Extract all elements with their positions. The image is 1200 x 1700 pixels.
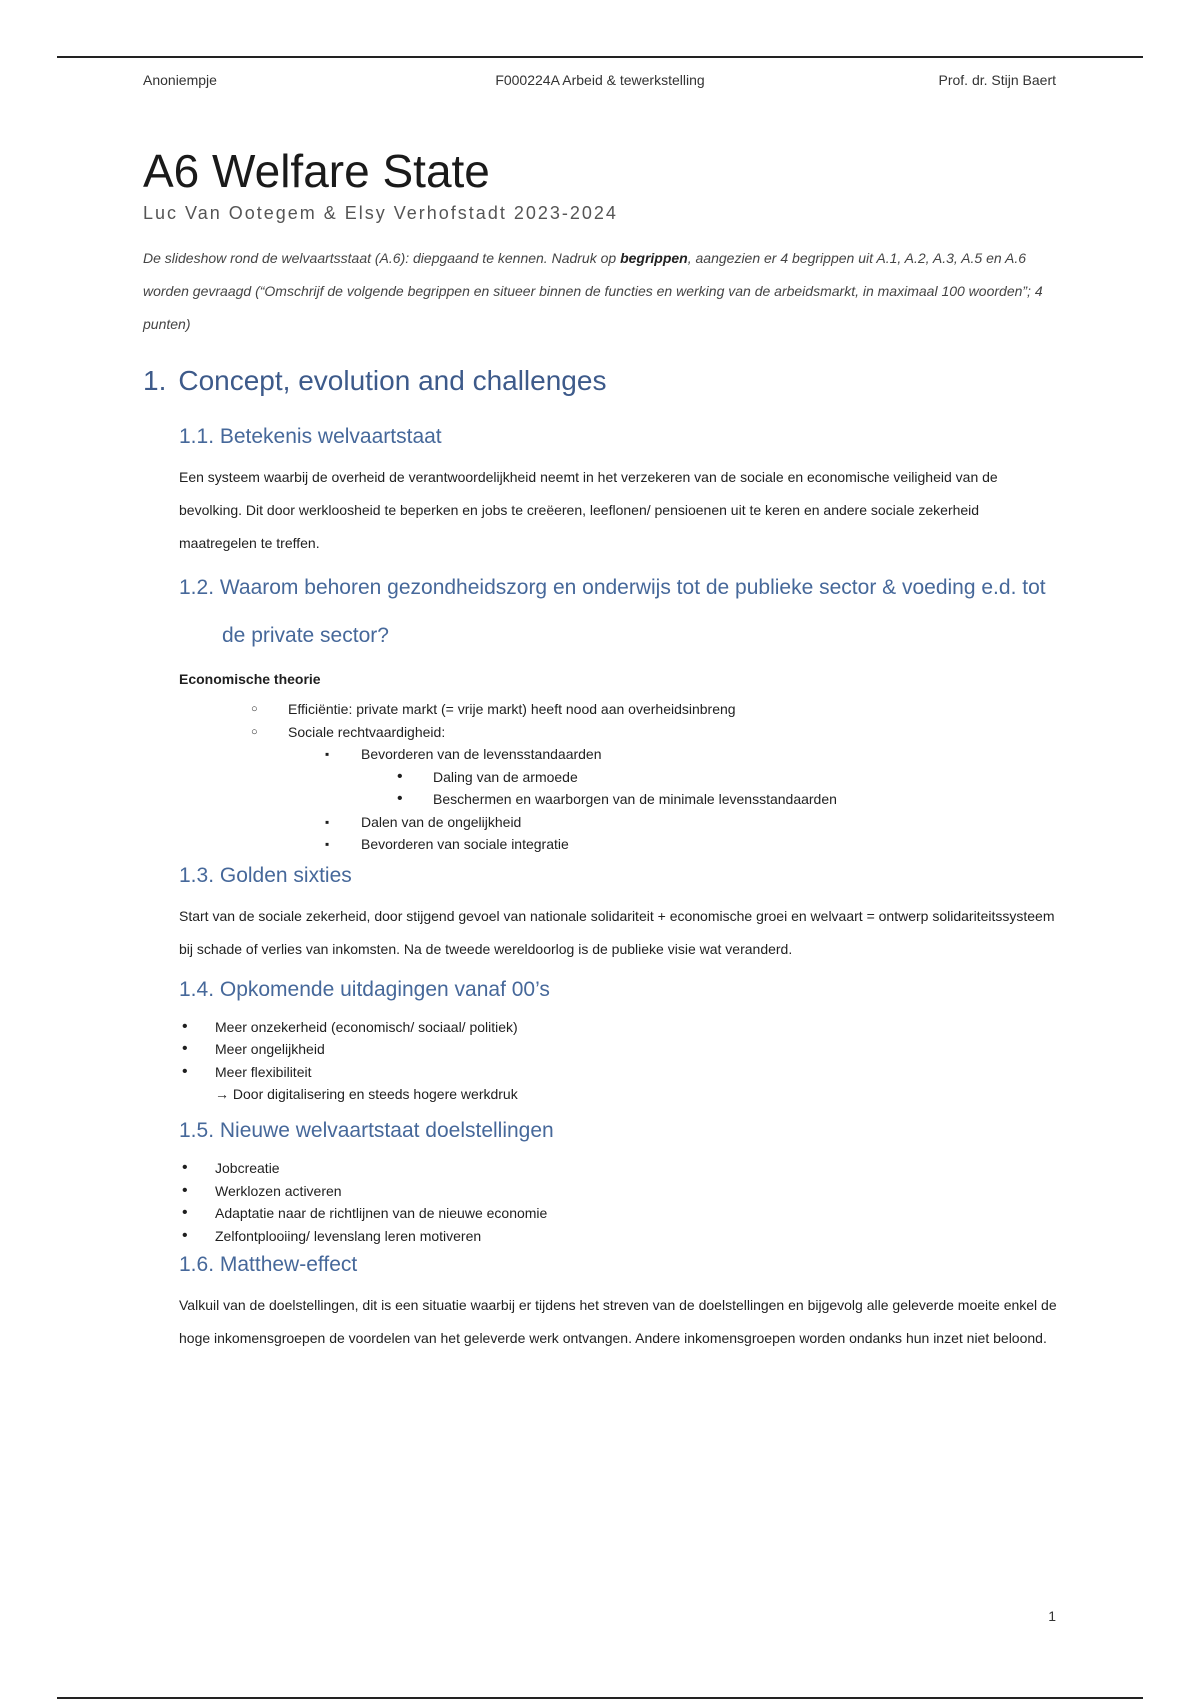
list-item: ○ Efficiëntie: private markt (= vrije markt) heeft nood aan overheidsinbreng bbox=[179, 698, 1058, 721]
list-1-4 bbox=[179, 1016, 1058, 1084]
section-1-number: 1. bbox=[143, 365, 167, 396]
page-title: A6 Welfare State bbox=[143, 145, 490, 197]
sublist-1-2-b bbox=[179, 811, 1058, 856]
list-1-5 bbox=[179, 1157, 1058, 1247]
bold-label-economische-theorie: Economische theorie bbox=[179, 671, 321, 687]
heading-1-5: 1.5. Nieuwe welvaartstaat doelstellingen bbox=[179, 1119, 554, 1142]
heading-1-4: 1.4. Opkomende uitdagingen vanaf 00’s bbox=[179, 977, 550, 1001]
list-item: ▪ Dalen van de ongelijkheid bbox=[179, 811, 1058, 834]
footer-rule bbox=[57, 1697, 1143, 1699]
intro-text-1: De slideshow rond de welvaartsstaat (A.6): diepgaand te kennen. Nadruk op bbox=[143, 250, 621, 266]
header-professor: Prof. dr. Stijn Baert bbox=[938, 72, 1056, 88]
section-1-heading bbox=[143, 361, 1058, 401]
intro-text-2: , aangezien er 4 begrippen uit A.1, A.2, A.3, A.5 en A.6 worden gevraagd (“Omschrijf de volgende begrippen en situeer binnen de functies en werking van de arbeidsmarkt, in maximaal 100 woorden”; 4 punten) bbox=[143, 250, 1043, 332]
page-subtitle: Luc Van Ootegem & Elsy Verhofstadt 2023-2024 bbox=[143, 203, 618, 223]
list-item: • Zelfontplooiing/ levenslang leren motiveren bbox=[179, 1225, 1058, 1248]
header-rule bbox=[57, 56, 1143, 58]
intro-paragraph bbox=[143, 242, 1058, 341]
list-item: • Adaptatie naar de richtlijnen van de nieuwe economie bbox=[179, 1202, 1058, 1225]
heading-1-1: 1.1. Betekenis welvaartstaat bbox=[179, 425, 442, 448]
list-item: ▪ Bevorderen van sociale integratie bbox=[179, 833, 1058, 856]
document-body bbox=[143, 145, 1058, 1355]
list-1-2 bbox=[179, 698, 1058, 743]
list-item: • Beschermen en waarborgen van de minimale levensstandaarden bbox=[179, 788, 1058, 811]
list-item: • Meer onzekerheid (economisch/ sociaal/ politiek) bbox=[179, 1016, 1058, 1039]
list-item: • Daling van de armoede bbox=[179, 766, 1058, 789]
sublist-1-2 bbox=[179, 743, 1058, 766]
page-number: 1 bbox=[1048, 1608, 1056, 1624]
paragraph-1-6: Valkuil van de doelstellingen, dit is een situatie waarbij er tijdens het streven van de doelstellingen en bijgevolg alle geleverde moeite enkel de hoge inkomensgroepen de voordelen van het geleverde werk ontvangen. Andere inkomensgroepen worden ondanks hun inzet niet beloond. bbox=[179, 1297, 1057, 1346]
list-item: • Jobcreatie bbox=[179, 1157, 1058, 1180]
list-item: ▪ Bevorderen van de levensstandaarden bbox=[179, 743, 1058, 766]
paragraph-1-3: Start van de sociale zekerheid, door stijgend gevoel van nationale solidariteit + economische groei en welvaart = ontwerp solidariteitssysteem bij schade of verlies van inkomsten. Na de tweede wereldoorlog is de publieke visie wat veranderd. bbox=[179, 907, 1055, 957]
section-1-body bbox=[179, 421, 1058, 1355]
list-item: • Meer ongelijkheid bbox=[179, 1038, 1058, 1061]
header-course: F000224A Arbeid & tewerkstelling bbox=[495, 72, 705, 88]
section-1-title: Concept, evolution and challenges bbox=[178, 365, 607, 396]
header-author: Anoniempje bbox=[143, 72, 217, 88]
intro-bold: begrippen bbox=[620, 250, 688, 266]
arrow-note: → Door digitalisering en steeds hogere werkdruk bbox=[215, 1086, 518, 1102]
list-item: • Meer flexibiliteit bbox=[179, 1061, 1058, 1084]
list-item: • Werklozen activeren bbox=[179, 1180, 1058, 1203]
heading-1-3: 1.3. Golden sixties bbox=[179, 863, 352, 887]
list-item: ○ Sociale rechtvaardigheid: bbox=[179, 721, 1058, 744]
heading-1-2: 1.2. Waarom behoren gezondheidszorg en onderwijs tot de publieke sector & voeding e.d. tot de private sector? bbox=[179, 576, 1046, 647]
subsublist-1-2 bbox=[179, 766, 1058, 811]
paragraph-1-1: Een systeem waarbij de overheid de verantwoordelijkheid neemt in het verzekeren van de sociale en economische veiligheid van de bevolking. Dit door werkloosheid te beperken en jobs te creëeren, leeflonen/ pensioenen uit te keren en andere sociale zekerheid maatregelen te treffen. bbox=[179, 469, 998, 551]
heading-1-6: 1.6. Matthew-effect bbox=[179, 1253, 358, 1276]
